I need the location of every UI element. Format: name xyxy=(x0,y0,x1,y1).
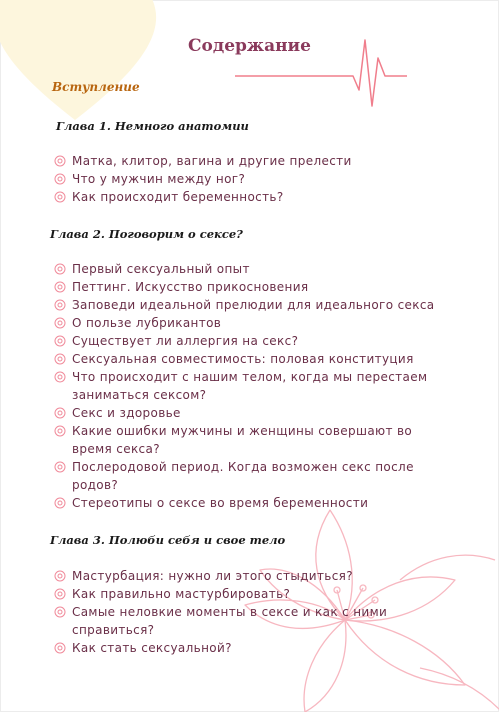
list-item-label: Что происходит с нашим телом, когда мы перестаем заниматься сексом? xyxy=(72,370,428,402)
list-item-label: Сексуальная совместимость: половая конституция xyxy=(72,352,414,366)
list-item-label: Какие ошибки мужчины и женщины совершают во время секса? xyxy=(72,424,413,456)
list-item-label: Как стать сексуальной? xyxy=(72,641,232,655)
chapter-2-title: Глава 2. Поговорим о сексе? xyxy=(50,227,243,241)
list-item xyxy=(50,332,450,350)
chapter-3-title: Глава 3. Полюби себя и свое тело xyxy=(50,533,286,547)
list-item xyxy=(50,368,450,404)
list-item xyxy=(50,314,450,332)
list-item-label: Как происходит беременность? xyxy=(72,190,284,204)
flower-bullet-icon xyxy=(54,299,66,311)
flower-bullet-icon xyxy=(54,335,66,347)
flower-bullet-icon xyxy=(54,606,66,618)
list-item xyxy=(50,188,450,206)
flower-bullet-icon xyxy=(54,173,66,185)
heart-background-icon xyxy=(0,0,160,130)
flower-bullet-icon xyxy=(54,497,66,509)
list-item xyxy=(50,152,450,170)
flower-bullet-icon xyxy=(54,191,66,203)
flower-bullet-icon xyxy=(54,570,66,582)
chapter-3-list xyxy=(50,567,450,657)
list-item-label: О пользе лубрикантов xyxy=(72,316,222,330)
flower-bullet-icon xyxy=(54,425,66,437)
chapter-2-list xyxy=(50,260,450,512)
flower-bullet-icon xyxy=(54,155,66,167)
flower-bullet-icon xyxy=(54,371,66,383)
list-item-label: Послеродовой период. Когда возможен секс после родов? xyxy=(72,460,414,492)
list-item xyxy=(50,296,450,314)
list-item xyxy=(50,278,450,296)
chapter-1-list xyxy=(50,152,450,206)
list-item xyxy=(50,458,450,494)
flower-bullet-icon xyxy=(54,642,66,654)
list-item-label: Что у мужчин между ног? xyxy=(72,172,246,186)
list-item-label: Секс и здоровье xyxy=(72,406,181,420)
list-item-label: Мастурбация: нужно ли этого стыдиться? xyxy=(72,569,353,583)
flower-bullet-icon xyxy=(54,353,66,365)
flower-bullet-icon xyxy=(54,281,66,293)
flower-bullet-icon xyxy=(54,407,66,419)
flower-bullet-icon xyxy=(54,263,66,275)
flower-bullet-icon xyxy=(54,461,66,473)
flower-bullet-icon xyxy=(54,588,66,600)
chapter-1-title: Глава 1. Немного анатомии xyxy=(56,119,249,133)
list-item xyxy=(50,170,450,188)
list-item xyxy=(50,567,450,585)
page-title: Содержание xyxy=(188,36,311,56)
list-item xyxy=(50,639,450,657)
intro-link: Вступление xyxy=(52,80,140,94)
list-item xyxy=(50,404,450,422)
list-item-label: Как правильно мастурбировать? xyxy=(72,587,291,601)
list-item-label: Заповеди идеальной прелюдии для идеального секса xyxy=(72,298,435,312)
flower-bullet-icon xyxy=(54,317,66,329)
list-item-label: Первый сексуальный опыт xyxy=(72,262,250,276)
list-item-label: Самые неловкие моменты в сексе и как с ними справиться? xyxy=(72,605,388,637)
list-item xyxy=(50,585,450,603)
list-item-label: Петтинг. Искусство прикосновения xyxy=(72,280,309,294)
list-item-label: Матка, клитор, вагина и другие прелести xyxy=(72,154,352,168)
list-item-label: Стереотипы о сексе во время беременности xyxy=(72,496,369,510)
list-item xyxy=(50,603,450,639)
list-item xyxy=(50,260,450,278)
list-item xyxy=(50,494,450,512)
list-item xyxy=(50,422,450,458)
list-item-label: Существует ли аллергия на секс? xyxy=(72,334,299,348)
list-item xyxy=(50,350,450,368)
